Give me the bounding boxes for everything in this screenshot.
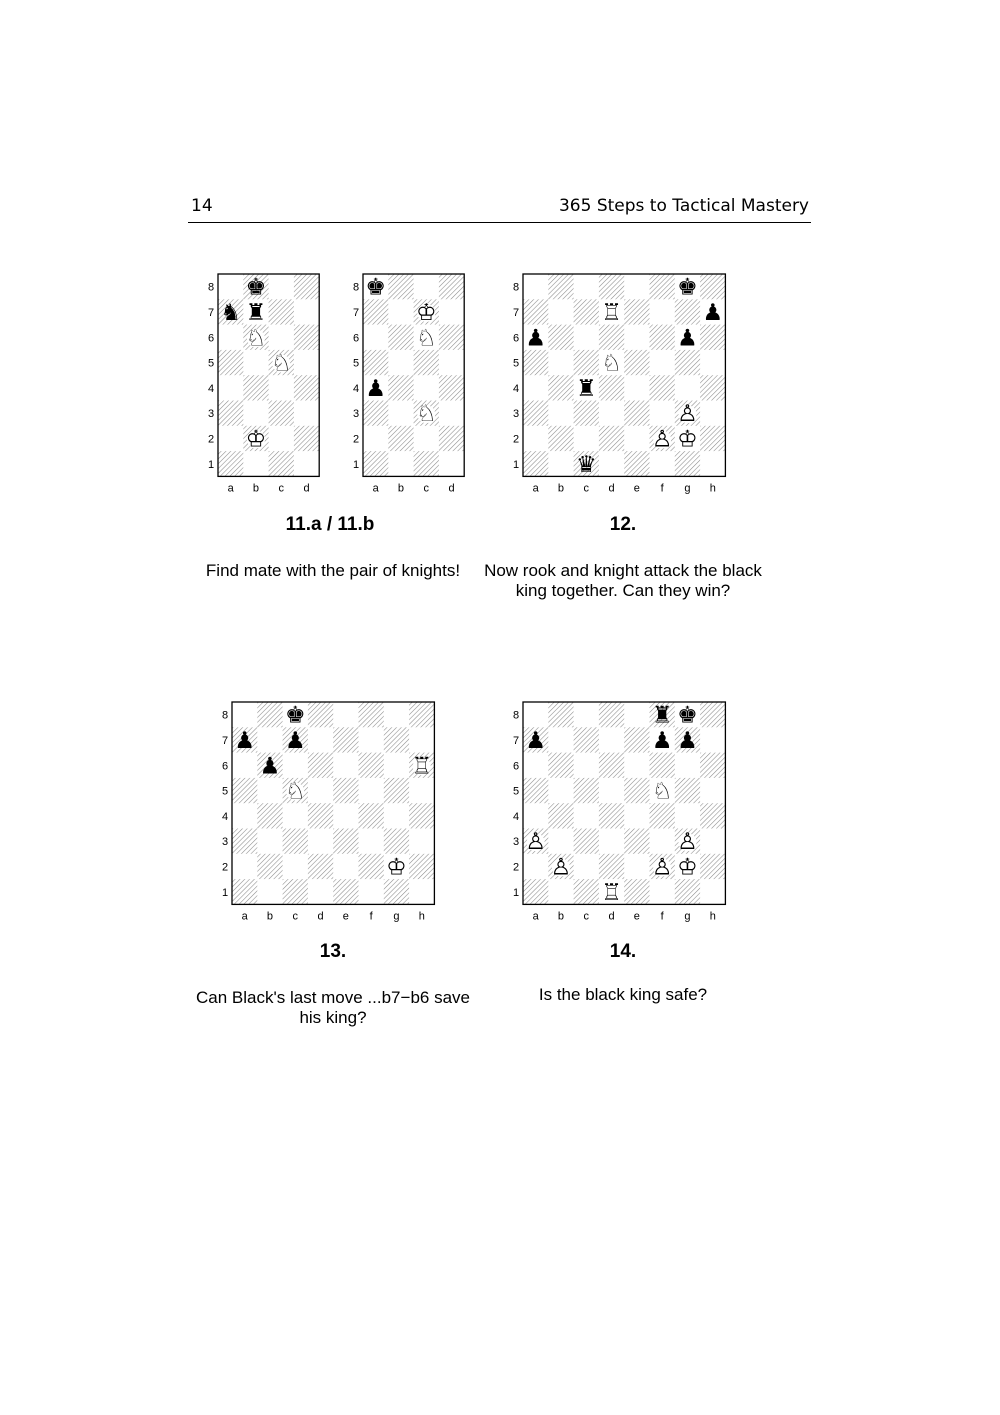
file-label: d [303,482,310,495]
dark-square [388,426,413,451]
dark-square [700,274,725,299]
dark-square [574,299,599,324]
white-pawn-piece: ♙ [651,425,673,452]
dark-square [574,778,599,803]
rank-label: 3 [512,408,520,421]
dark-square [548,375,573,400]
dark-square [294,274,319,299]
file-label: c [583,482,589,495]
dark-square [599,854,624,879]
white-knight-piece: ♘ [651,777,673,804]
exercise-caption-14: Is the black king safe? [538,985,708,1004]
rank-label: 2 [221,861,229,874]
dark-square [624,451,649,476]
page-number: 14 [191,196,213,216]
dark-square [333,879,358,904]
black-pawn-piece: ♟ [525,726,546,753]
file-label: d [448,482,455,495]
dark-square [257,854,282,879]
dark-square [523,299,548,324]
dark-square [700,702,725,727]
dark-square [308,803,333,828]
white-king-piece: ♔ [245,425,267,452]
file-label: c [423,482,429,495]
rank-label: 4 [512,810,520,823]
dark-square [574,727,599,752]
dark-square [363,299,388,324]
rank-label: 8 [352,281,360,294]
white-rook-piece: ♖ [411,752,433,779]
rank-label: 5 [207,357,215,370]
file-label: b [252,482,260,495]
rank-label: 5 [512,785,520,798]
dark-square [294,375,319,400]
rank-label: 6 [512,332,520,345]
rank-label: 5 [512,357,520,370]
dark-square [439,325,464,350]
rank-label: 7 [221,734,229,747]
rank-label: 4 [352,382,360,395]
rank-label: 7 [352,306,360,319]
file-label: f [660,482,664,495]
dark-square [439,426,464,451]
rank-label: 4 [221,810,229,823]
dark-square [624,299,649,324]
white-pawn-piece: ♙ [651,853,673,880]
dark-square [574,350,599,375]
dark-square [232,778,257,803]
file-label: f [369,910,373,923]
dark-square [523,451,548,476]
white-king-piece: ♔ [677,425,698,452]
file-label: a [532,482,539,495]
exercise-label-14: 14. [609,941,637,962]
dark-square [548,426,573,451]
dark-square [257,702,282,727]
dark-square [599,426,624,451]
white-king-piece: ♔ [386,853,407,880]
black-rook-piece: ♜ [651,701,673,728]
dark-square [599,274,624,299]
dark-square [548,702,573,727]
dark-square [700,753,725,778]
dark-square [414,350,439,375]
dark-square [650,274,675,299]
dark-square [388,274,413,299]
dark-square [363,350,388,375]
dark-square [333,727,358,752]
dark-square [650,325,675,350]
file-label: b [557,910,565,923]
dark-square [599,753,624,778]
dark-square [675,350,700,375]
dark-square [548,325,573,350]
rank-label: 3 [207,408,215,421]
black-queen-piece: ♛ [575,450,597,477]
dark-square [523,350,548,375]
rank-label: 7 [207,306,215,319]
dark-square [308,854,333,879]
white-knight-piece: ♘ [270,349,292,376]
dark-square [308,753,333,778]
dark-square [675,451,700,476]
black-knight-piece: ♞ [220,298,241,325]
white-pawn-piece: ♙ [677,400,698,427]
dark-square [439,274,464,299]
rank-label: 4 [207,382,215,395]
rank-label: 6 [352,332,360,345]
rank-label: 2 [207,433,215,446]
dark-square [294,325,319,350]
file-label: h [418,910,425,923]
file-label: g [684,910,691,923]
dark-square [363,451,388,476]
black-pawn-piece: ♟ [365,374,386,401]
rank-label: 2 [352,433,360,446]
file-label: b [557,482,565,495]
rank-label: 1 [207,458,215,471]
dark-square [232,879,257,904]
dark-square [294,426,319,451]
exercise-caption-13: Can Black's last move ...b7−b6 save his king? [196,988,470,1027]
black-rook-piece: ♜ [245,298,267,325]
file-label: e [633,910,640,923]
dark-square [283,879,308,904]
rank-label: 3 [221,836,229,849]
file-label: c [583,910,589,923]
white-knight-piece: ♘ [245,324,267,351]
dark-square [548,274,573,299]
dark-square [650,803,675,828]
black-pawn-piece: ♟ [651,726,673,753]
file-label: a [241,910,248,923]
rank-label: 4 [512,382,520,395]
dark-square [384,727,409,752]
dark-square [409,803,434,828]
dark-square [599,803,624,828]
file-label: h [709,910,716,923]
file-label: c [278,482,284,495]
black-rook-piece: ♜ [575,374,597,401]
dark-square [675,778,700,803]
dark-square [574,829,599,854]
rank-label: 6 [512,760,520,773]
white-king-piece: ♔ [677,853,698,880]
white-rook-piece: ♖ [601,878,622,905]
dark-square [409,854,434,879]
dark-square [650,753,675,778]
dark-square [363,401,388,426]
file-label: c [292,910,298,923]
black-pawn-piece: ♟ [284,726,306,753]
rank-label: 5 [221,785,229,798]
chess-diagram-11b [345,270,475,495]
rank-label: 6 [221,760,229,773]
dark-square [624,401,649,426]
dark-square [218,350,243,375]
rank-label: 6 [207,332,215,345]
rank-label: 1 [352,458,360,471]
dark-square [333,778,358,803]
file-label: e [633,482,640,495]
white-knight-piece: ♘ [601,349,622,376]
black-king-piece: ♚ [365,273,386,300]
rank-label: 2 [512,861,520,874]
white-knight-piece: ♘ [415,324,437,351]
file-label: a [372,482,379,495]
dark-square [548,803,573,828]
dark-square [574,879,599,904]
rank-label: 3 [352,408,360,421]
dark-square [675,299,700,324]
black-pawn-piece: ♟ [234,726,255,753]
black-pawn-piece: ♟ [677,324,698,351]
white-knight-piece: ♘ [284,777,306,804]
dark-square [624,727,649,752]
exercise-caption-12: Now rook and knight attack the black king together. Can they win? [484,561,762,600]
black-pawn-piece: ♟ [259,752,281,779]
book-title: 365 Steps to Tactical Mastery [558,196,809,216]
dark-square [333,829,358,854]
page-header [188,194,811,223]
file-label: a [532,910,539,923]
exercise-caption-11: Find mate with the pair of knights! [205,561,461,580]
dark-square [624,778,649,803]
rank-label: 2 [512,433,520,446]
dark-square [269,451,294,476]
rank-label: 8 [512,281,520,294]
dark-square [675,879,700,904]
dark-square [269,299,294,324]
dark-square [283,829,308,854]
black-pawn-piece: ♟ [702,298,724,325]
white-king-piece: ♔ [415,298,437,325]
white-knight-piece: ♘ [415,400,437,427]
black-king-piece: ♚ [245,273,267,300]
file-label: d [608,482,615,495]
dark-square [384,879,409,904]
dark-square [700,325,725,350]
dark-square [599,375,624,400]
white-rook-piece: ♖ [601,298,622,325]
exercise-label-11: 11.a / 11.b [285,514,375,535]
white-pawn-piece: ♙ [550,853,572,880]
dark-square [384,829,409,854]
dark-square [650,375,675,400]
dark-square [232,829,257,854]
file-label: g [684,482,691,495]
rank-label: 5 [352,357,360,370]
dark-square [574,401,599,426]
dark-square [359,702,384,727]
rank-label: 1 [512,886,520,899]
chess-diagram-14 [505,698,735,923]
chess-diagram-13 [214,698,444,923]
dark-square [388,325,413,350]
file-label: f [660,910,664,923]
dark-square [269,401,294,426]
rank-label: 7 [512,306,520,319]
rank-label: 7 [512,734,520,747]
exercise-label-13: 13. [319,941,347,962]
dark-square [388,375,413,400]
dark-square [359,753,384,778]
file-label: e [342,910,349,923]
black-king-piece: ♚ [677,273,698,300]
file-label: d [608,910,615,923]
black-pawn-piece: ♟ [525,324,546,351]
dark-square [257,803,282,828]
exercise-label-12: 12. [609,514,637,535]
chess-diagram-12 [505,270,735,495]
rank-label: 8 [512,709,520,722]
dark-square [523,401,548,426]
dark-square [624,829,649,854]
file-label: b [397,482,405,495]
dark-square [414,451,439,476]
dark-square [599,702,624,727]
white-pawn-piece: ♙ [677,828,698,855]
file-label: g [393,910,400,923]
dark-square [218,401,243,426]
file-label: b [266,910,274,923]
dark-square [523,879,548,904]
dark-square [243,375,268,400]
file-label: a [227,482,234,495]
dark-square [308,702,333,727]
rank-label: 1 [512,458,520,471]
file-label: h [709,482,716,495]
black-king-piece: ♚ [677,701,698,728]
dark-square [700,375,725,400]
dark-square [218,451,243,476]
chess-diagram-11a [200,270,330,495]
white-pawn-piece: ♙ [525,828,546,855]
dark-square [439,375,464,400]
dark-square [523,778,548,803]
rank-label: 8 [221,709,229,722]
dark-square [359,854,384,879]
dark-square [624,350,649,375]
dark-square [700,854,725,879]
dark-square [700,426,725,451]
dark-square [359,803,384,828]
dark-square [548,753,573,778]
dark-square [700,803,725,828]
black-pawn-piece: ♟ [677,726,698,753]
file-label: d [317,910,324,923]
dark-square [384,778,409,803]
dark-square [599,325,624,350]
rank-label: 1 [221,886,229,899]
black-king-piece: ♚ [284,701,306,728]
rank-label: 3 [512,836,520,849]
dark-square [624,879,649,904]
rank-label: 8 [207,281,215,294]
dark-square [409,702,434,727]
